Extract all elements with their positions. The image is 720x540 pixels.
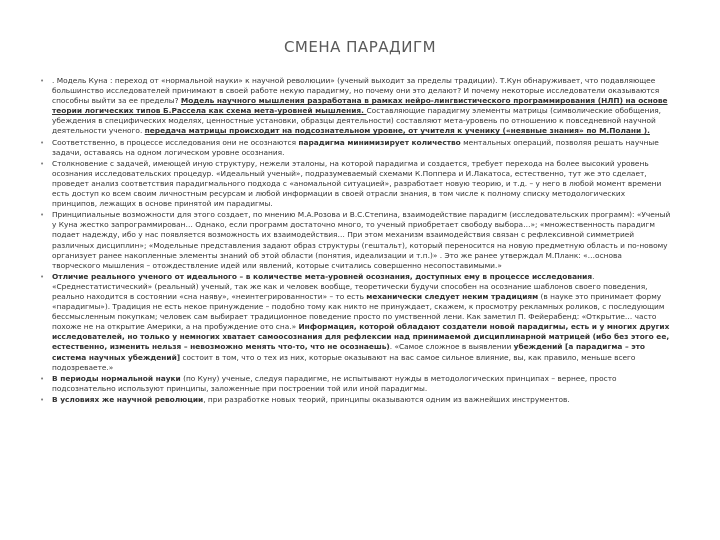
bullet-marker: • <box>40 374 45 383</box>
bullet-text: Принципиальные возможности для этого создает, по мнению М.А.Розова и В.С.Степина, взаимодействие парадигм (исследовательских программ): «Ученый у Куна жестко запрограммирован… Однако, если программ достаточно много, то ученый приобретает свободу выбора…»; «множественность парадигм подает надежду, ибо у нас появляется возможность их взаимодействия… При этом механизм взаимодействия связан с рефлексивной симметрией различных дисциплин»; «Модельные представления задают образ структуры (гештальт), который переносится на новую предметную область и по-новому организует ранее накопленные элементы знаний об этой области (понятия, идеализации и т.п.)» . Это же ранее утверждал М.Планк: «…основа творческого мышления – отождествление идей или явлений, которые считались совершенно несопоставимыми.» <box>52 210 671 270</box>
bullet-text: . Модель Куна : переход от «нормальной науки» к научной революции» (ученый выходит за пределы традиции). Т.Кун обнаруживает, что подавляющее большинство исследователей принимают в своей работе некую парадигму, но почему они это делают? И почему некоторые исследователи оказываются способны выйти за ее пределы? <box>52 76 660 106</box>
bullet-text-bold: убеждений [а парадигма – это система научных убеждений] <box>52 342 645 362</box>
bullet-item <box>40 76 672 137</box>
bullet-item <box>40 138 672 158</box>
bullet-text: . «Среднестатистический» (реальный) ученый, так же как и человек вообще, теоретически будучи способен на осознание шаблонов своего поведения, реально находится в состоянии «сна наяву», «неинтегрированности» – то есть <box>52 271 648 301</box>
bullet-marker: • <box>40 395 45 404</box>
bullet-text: (по Куну) ученые, следуя парадигме, не испытывают нужды в методологических принципах – вернее, просто подсознательно используют принципы, заложенные при построении той или иной парадигмы. <box>52 373 617 393</box>
bullet-text: Соответственно, в процессе исследования они не осознаются <box>52 137 299 147</box>
slide-body <box>40 76 672 406</box>
bullet-marker: • <box>40 159 45 168</box>
bullet-text-bold-underlined: передача матрицы происходит на подсознательном уровне, от учителя к ученику («неявные знания» по М.Полани ). <box>144 126 650 136</box>
bullet-text-bold: В периоды нормальной науки <box>52 373 181 383</box>
bullet-item <box>40 374 672 394</box>
bullet-text: состоит в том, что о тех из них, которые оказывают на вас самое сильное влияние, вы, как правило, меньше всего подозреваете.» <box>52 352 636 372</box>
bullet-item <box>40 210 672 271</box>
bullet-text-bold: Информация, которой обладают создатели новой парадигмы, есть и у многих других исследователей, но только у немногих хватает самоосознания для рефлексии над принимаемой дисциплинарной матрицей (ибо без этого ее, естественно, изменить нельзя – невозможно менять что-то, что не осознаешь) <box>52 322 670 352</box>
slide-title: СМЕНА ПАРАДИГМ <box>283 38 437 56</box>
bullet-text-bold-underlined: Модель научного мышления разработана в рамках нейро-лингвистического программирования (НЛП) на основе теории логических типов Б.Рассела как схема мета-уровней мышления. <box>52 96 668 116</box>
bullet-item <box>40 159 672 209</box>
bullet-marker: • <box>40 211 45 220</box>
bullet-item <box>40 395 672 405</box>
bullet-text: Столкновение с задачей, имеющей иную структуру, нежели эталоны, на которой парадигма и создается, требует перехода на более высокий уровень осознания исследовательских процедур. «Идеальный ученый», подразумеваемый схемами К.Поппера и И.Лакатоса, естественно, тут же это сделает, проведет анализ соответствия парадигмального подхода с «аномальной ситуацией», разработает новую теорию, и т.д. – у него в любой момент времени есть доступ ко всем своим личностным ресурсам и любой информации в своей отрасли знания, в том числе к полному списку методологических принципов, лежащих в основе принятой им парадигмы. <box>52 158 662 209</box>
bullet-text: , при разработке новых теорий, принципы оказываются одним из важнейших инструментов. <box>203 394 570 404</box>
bullet-list <box>40 76 672 405</box>
bullet-text: Составляющие парадигму элементы матрицы (символические обобщения, убеждения в специфических моделях, ценностные установки, образцы деятельности) составляют мета-уровень по отношению к повседневной научной деятельности ученого. <box>52 106 662 136</box>
bullet-text-bold: Отличие реального ученого от идеального – в количестве мета-уровней осознания, доступных ему в процессе исследования <box>52 271 593 281</box>
bullet-text-bold: парадигма минимизирует количество <box>298 137 461 147</box>
bullet-text: . «Самое сложное в выявлении <box>389 342 514 352</box>
bullet-marker: • <box>40 77 45 85</box>
bullet-text-bold: В условиях же научной революции <box>52 394 204 404</box>
bullet-text-bold: механически следует неким традициям <box>366 291 539 301</box>
bullet-marker: • <box>40 272 45 281</box>
bullet-text: (в науке это принимает форму «парадигмы»). Традиция не есть некое принуждение – подобно тому как никто не принуждает, скажем, к просмотру рекламных роликов, с последующим бессмысленным покупкам; человек сам выбирает традиционное поведение просто по умственной лени. Как заметил П. Фейерабенд: «Открытие… часто похоже не на открытие Америки, а на пробуждение ото сна.» <box>52 291 665 332</box>
bullet-text: ментальных операций, позволяя решать научные задачи, оставаясь на одном логическом уровне осознания. <box>52 137 659 157</box>
bullet-marker: • <box>40 138 45 147</box>
bullet-item <box>40 272 672 373</box>
